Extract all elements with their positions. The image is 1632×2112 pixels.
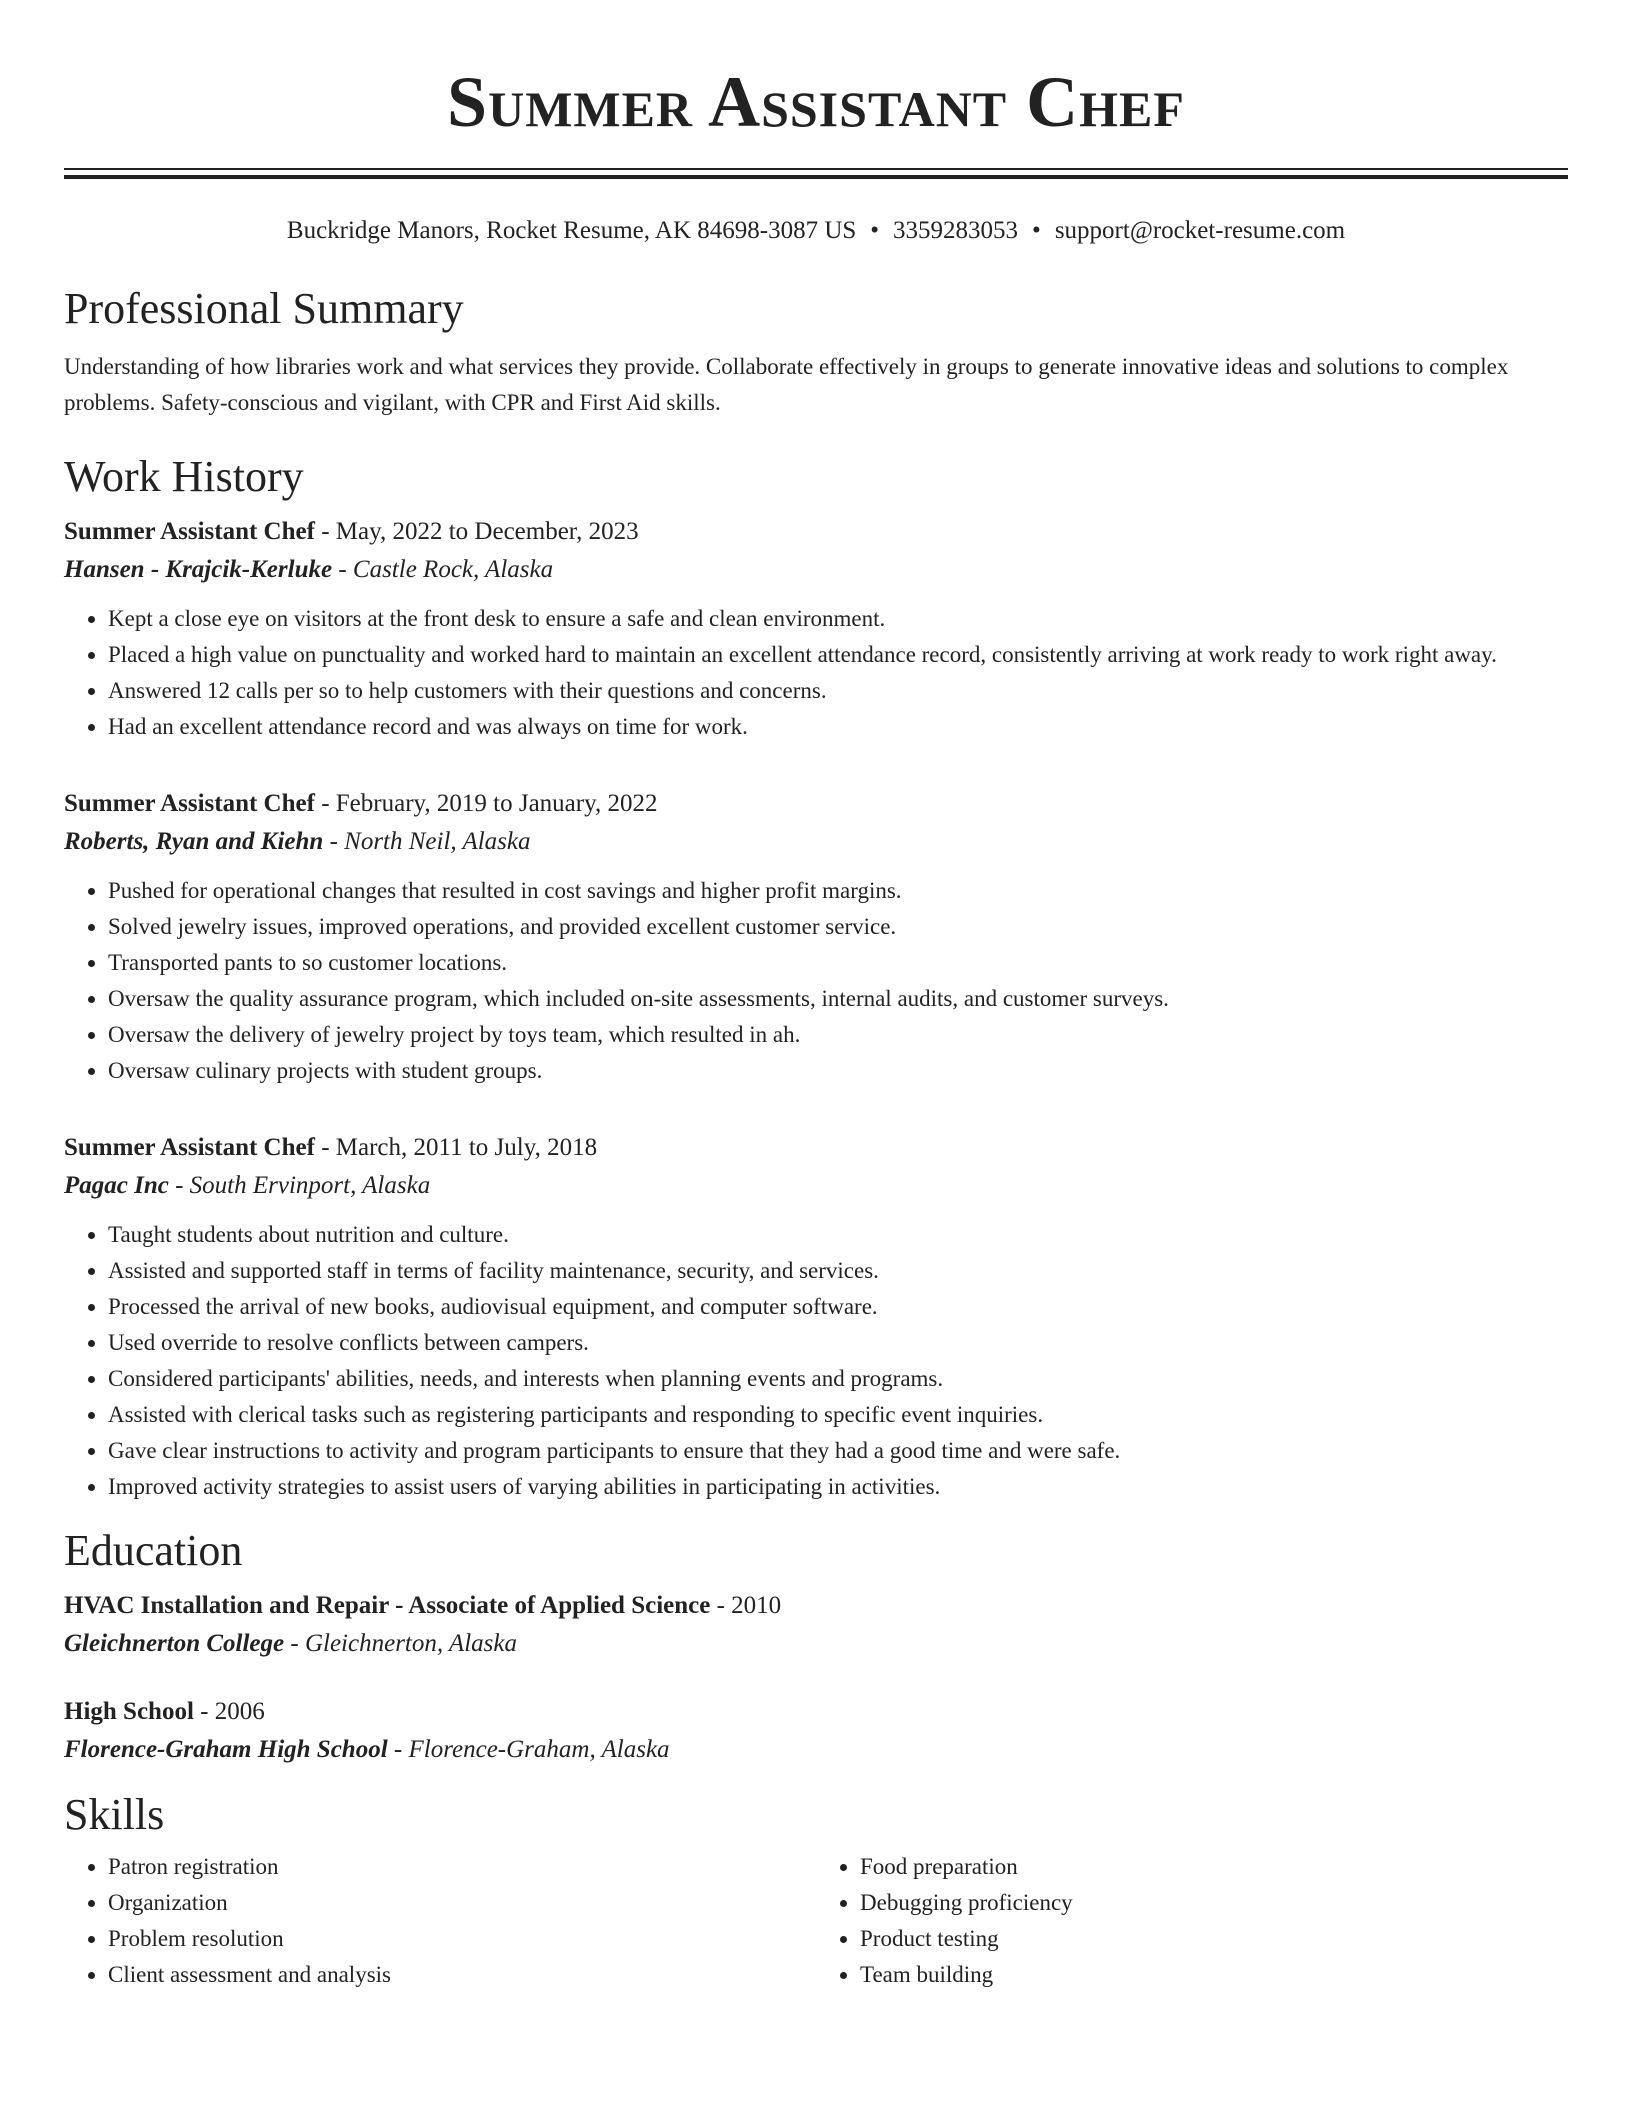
education-school-line	[64, 1731, 1568, 1769]
contact-separator: •	[1032, 217, 1041, 244]
list-item: • Oversaw the delivery of jewelry project by toys team, which resulted in ah.	[108, 1017, 1568, 1053]
list-item: • Solved jewelry issues, improved operations, and provided excellent customer service.	[108, 909, 1568, 945]
skill-item: • Client assessment and analysis	[108, 1957, 816, 1993]
divider-thin-line	[64, 168, 1568, 170]
education-entry	[64, 1693, 1568, 1769]
list-item: • Processed the arrival of new books, audiovisual equipment, and computer software.	[108, 1289, 1568, 1325]
education-year: - 2006	[193, 1698, 265, 1725]
job-dates: - February, 2019 to January, 2022	[314, 790, 658, 817]
list-item: • Improved activity strategies to assist users of varying abilities in participating in activities.	[108, 1469, 1568, 1505]
header-divider	[64, 168, 1568, 179]
section-title-summary: Professional Summary	[64, 284, 464, 333]
education-degree: HVAC Installation and Repair - Associate of Applied Science	[64, 1592, 711, 1619]
list-item: • Used override to resolve conflicts between campers.	[108, 1325, 1568, 1361]
list-item: • Kept a close eye on visitors at the front desk to ensure a safe and clean environment.	[108, 601, 1568, 637]
education-heading	[64, 1693, 1568, 1731]
list-item: • Placed a high value on punctuality and worked hard to maintain an excellent attendance record, consistently arriving at work ready to work right away.	[108, 637, 1568, 673]
education-degree: High School	[64, 1698, 194, 1725]
skills-columns	[64, 1849, 1568, 1993]
contact-separator: •	[870, 217, 880, 244]
education-school: Gleichnerton College	[64, 1630, 285, 1657]
skill-item: • Organization	[108, 1885, 816, 1921]
job-bullets	[64, 601, 1568, 745]
job-dates: - May, 2022 to December, 2023	[314, 518, 639, 545]
divider-thick-line	[64, 175, 1568, 179]
contact-line	[64, 215, 1568, 247]
skills-list-right	[816, 1849, 1568, 1993]
list-item: • Pushed for operational changes that resulted in cost savings and higher profit margins.	[108, 873, 1568, 909]
skill-item: • Problem resolution	[108, 1921, 816, 1957]
job-location: - South Ervinport, Alaska	[168, 1172, 431, 1199]
job-bullets	[64, 873, 1568, 1089]
list-item: • Oversaw culinary projects with student groups.	[108, 1053, 1568, 1089]
job-dates: - March, 2011 to July, 2018	[314, 1134, 598, 1161]
contact-email[interactable]: support@rocket-resume.com	[1054, 217, 1346, 244]
list-item: • Taught students about nutrition and culture.	[108, 1217, 1568, 1253]
education-year: - 2010	[710, 1592, 782, 1619]
section-title-education: Education	[64, 1526, 243, 1575]
skill-item: • Debugging proficiency	[860, 1885, 1568, 1921]
job-role: Summer Assistant Chef	[64, 1134, 315, 1161]
list-item: • Assisted with clerical tasks such as registering participants and responding to specific event inquiries.	[108, 1397, 1568, 1433]
job-heading	[64, 513, 1568, 551]
skill-item: • Product testing	[860, 1921, 1568, 1957]
job-location: - Castle Rock, Alaska	[332, 556, 554, 583]
job-employer: Hansen - Krajcik-Kerluke	[64, 556, 333, 583]
skills-list-left	[64, 1849, 816, 1993]
job-role: Summer Assistant Chef	[64, 790, 315, 817]
education-heading	[64, 1587, 1568, 1625]
job-entry	[64, 785, 1568, 1089]
list-item: • Had an excellent attendance record and was always on time for work.	[108, 709, 1568, 745]
list-item: • Considered participants' abilities, needs, and interests when planning events and programs.	[108, 1361, 1568, 1397]
skill-item: • Food preparation	[860, 1849, 1568, 1885]
job-employer: Roberts, Ryan and Kiehn	[64, 828, 324, 855]
resume-name: Summer Assistant Chef	[447, 62, 1185, 142]
skill-item: • Team building	[860, 1957, 1568, 1993]
list-item: • Transported pants to so customer locations.	[108, 945, 1568, 981]
education-school: Florence-Graham High School	[64, 1736, 388, 1763]
summary-text: Understanding of how libraries work and what services they provide. Collaborate effectively in groups to generate innovative ideas and solutions to complex problems. Safety-conscious and vigilant, with CPR and First Aid skills.	[64, 354, 1509, 415]
contact-phone: 3359283053	[893, 217, 1019, 244]
job-employer: Pagac Inc	[64, 1172, 169, 1199]
contact-address: Buckridge Manors, Rocket Resume, AK 84698-3087 US	[286, 217, 857, 244]
section-title-skills: Skills	[64, 1790, 165, 1839]
list-item: • Gave clear instructions to activity and program participants to ensure that they had a good time and were safe.	[108, 1433, 1568, 1469]
job-employer-line	[64, 1167, 1568, 1205]
skill-item: • Patron registration	[108, 1849, 816, 1885]
job-entry	[64, 513, 1568, 745]
job-bullets	[64, 1217, 1568, 1505]
list-item: • Oversaw the quality assurance program, which included on-site assessments, internal audits, and customer surveys.	[108, 981, 1568, 1017]
education-school-line	[64, 1625, 1568, 1663]
education-location: - Florence-Graham, Alaska	[387, 1736, 670, 1763]
job-entry	[64, 1129, 1568, 1505]
section-title-work-history: Work History	[64, 452, 304, 501]
job-role: Summer Assistant Chef	[64, 518, 315, 545]
job-location: - North Neil, Alaska	[323, 828, 531, 855]
education-entry	[64, 1587, 1568, 1663]
job-employer-line	[64, 551, 1568, 589]
job-heading	[64, 785, 1568, 823]
list-item: • Assisted and supported staff in terms of facility maintenance, security, and services.	[108, 1253, 1568, 1289]
list-item: • Answered 12 calls per so to help customers with their questions and concerns.	[108, 673, 1568, 709]
job-employer-line	[64, 823, 1568, 861]
education-location: - Gleichnerton, Alaska	[284, 1630, 517, 1657]
job-heading	[64, 1129, 1568, 1167]
